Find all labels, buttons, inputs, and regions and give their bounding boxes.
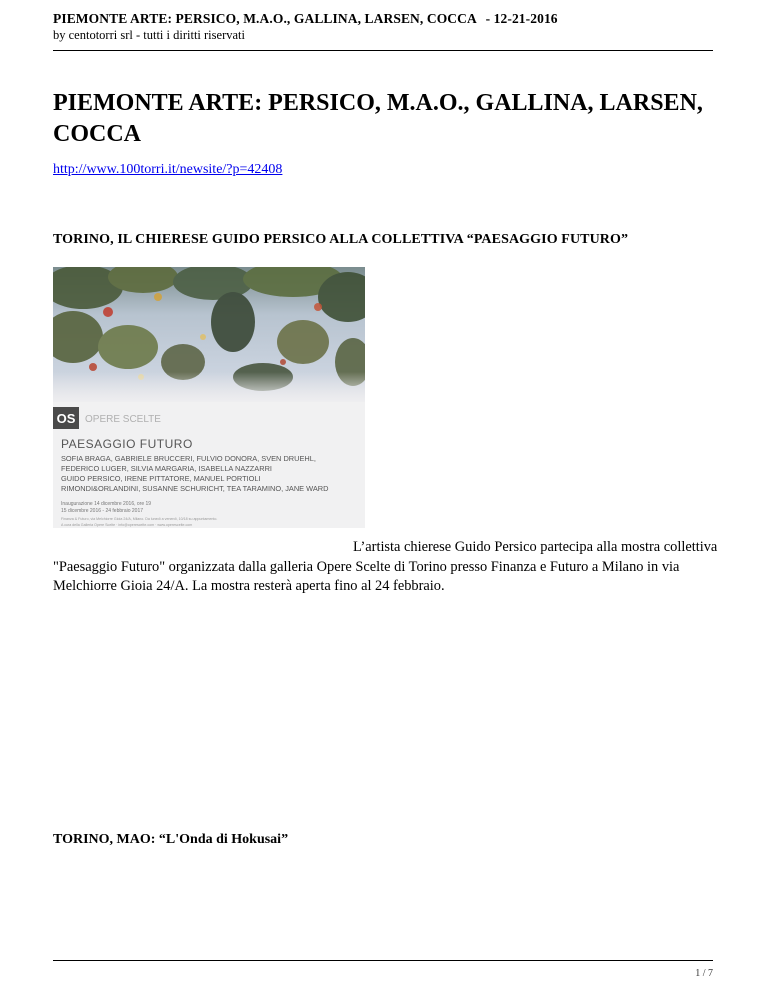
poster-artists-2: FEDERICO LUGER, SILVIA MARGARIA, ISABELLA NAZZARRI	[61, 464, 272, 473]
article-link[interactable]: http://www.100torri.it/newsite/?p=42408	[53, 162, 283, 177]
page-number: 1 / 7	[695, 968, 713, 979]
poster-info-2: A cura della Galleria Opere Scelte · info@operescelte.com · www.operescelte.com	[61, 523, 193, 527]
poster-svg	[53, 267, 365, 528]
poster-brand: OPERE SCELTE	[85, 414, 161, 425]
footer-divider	[53, 960, 713, 961]
exhibition-poster-image	[53, 267, 365, 528]
section-heading-persico: TORINO, IL CHIERESE GUIDO PERSICO ALLA COLLETTIVA “PAESAGGIO FUTURO”	[53, 232, 629, 247]
poster-artists-1: SOFIA BRAGA, GABRIELE BRUCCERI, FULVIO DONORA, SVEN DRUEHL,	[61, 454, 316, 463]
section-heading-mao: TORINO, MAO: “L'Onda di Hokusai”	[53, 832, 289, 847]
header-date: - 12-21-2016	[485, 11, 558, 26]
poster-dates-1: Inaugurazione 14 dicembre 2016, ore 19	[61, 501, 152, 507]
poster-info-1: Finanza & Futuro, via Melchiorre Gioia 24/A, Milano. Da lunedì a venerdì, 10/18 su appuntamento.	[61, 517, 218, 521]
poster-logo: OS	[56, 411, 76, 426]
page-title: PIEMONTE ARTE: PERSICO, M.A.O., GALLINA, LARSEN, COCCA	[53, 90, 703, 147]
poster-title: PAESAGGIO FUTURO	[61, 437, 193, 451]
header-byline: by centotorri srl - tutti i diritti riservati	[53, 28, 245, 42]
poster-artists-3: GUIDO PERSICO, IRENE PITTATORE, MANUEL PORTIOLI	[61, 474, 261, 483]
poster-artists-4: RIMONDI&ORLANDINI, SUSANNE SCHURICHT, TEA TARAMINO, JANE WARD	[61, 484, 329, 493]
poster-dates-2: 15 dicembre 2016 - 24 febbraio 2017	[61, 508, 144, 514]
section-body-persico: L’artista chierese Guido Persico partecipa alla mostra collettiva "Paesaggio Futuro" organizzata dalla galleria Opere Scelte di Torino presso Finanza e Futuro a Milano in via Melchiorre Gioia 24/A. La mostra resterà aperta fino al 24 febbraio.	[53, 539, 718, 594]
header-divider	[53, 50, 713, 51]
header-title: PIEMONTE ARTE: PERSICO, M.A.O., GALLINA, LARSEN, COCCA - 12-21-2016	[53, 11, 558, 26]
